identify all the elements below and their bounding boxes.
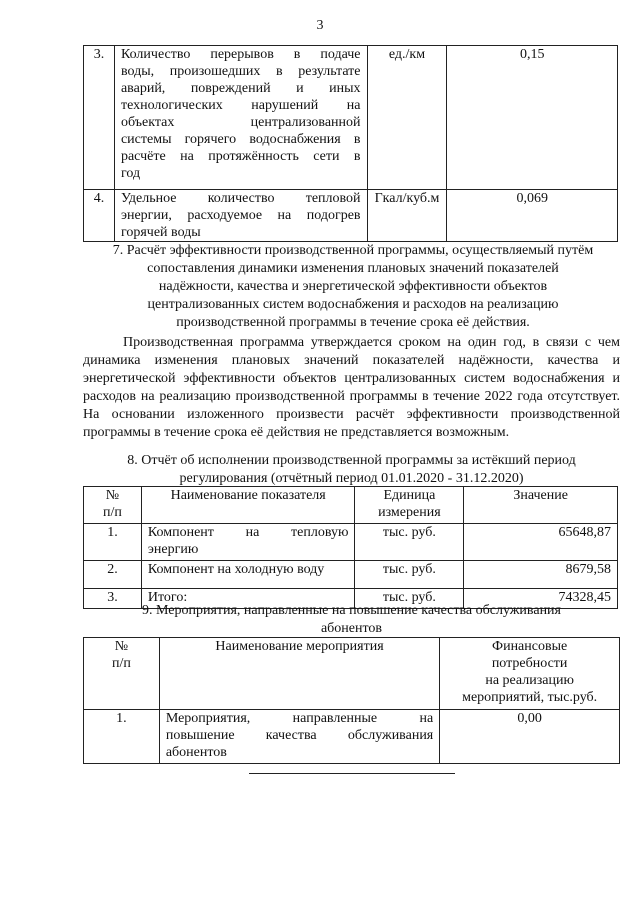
value-cell: 74328,45 bbox=[464, 589, 618, 609]
table-row bbox=[84, 524, 618, 561]
column-header-name: Наименование мероприятия bbox=[159, 638, 439, 710]
value-cell: 0,15 bbox=[447, 46, 618, 190]
row-number: 1. bbox=[84, 524, 142, 561]
section-7-heading bbox=[83, 242, 623, 332]
value-cell: 0,00 bbox=[440, 710, 620, 764]
value-cell: 65648,87 bbox=[464, 524, 618, 561]
text-line: Мероприятия, направленные на bbox=[165, 711, 434, 726]
table-row bbox=[84, 561, 618, 589]
row-number: 2. bbox=[84, 561, 142, 589]
text-line: объектах централизованной bbox=[120, 115, 361, 130]
unit-cell: ед./км bbox=[367, 46, 447, 190]
header-line: потребности bbox=[491, 656, 568, 671]
section-9-heading bbox=[83, 602, 620, 638]
heading-line: 7. Расчёт эффективности производственной программы, осуществляемый путём bbox=[112, 243, 594, 258]
header-line: п/п bbox=[111, 656, 131, 671]
text-line: абонентов bbox=[165, 745, 227, 760]
header-line: мероприятий, тыс.руб. bbox=[462, 690, 598, 705]
text-line: энергии, расходуемое на подогрев bbox=[120, 208, 361, 223]
column-header-number bbox=[84, 487, 142, 524]
text-line: системы горячего водоснабжения в bbox=[120, 132, 361, 147]
header-line: № bbox=[114, 639, 129, 654]
heading-line: абонентов bbox=[320, 621, 383, 636]
header-line: на реализацию bbox=[485, 673, 574, 688]
text-line: энергию bbox=[147, 542, 199, 557]
text-line: Компонент на холодную воду bbox=[147, 562, 325, 577]
section-8-heading bbox=[83, 452, 620, 488]
row-number: 4. bbox=[84, 190, 115, 242]
column-header-value: Значение bbox=[464, 487, 618, 524]
text-line: Количество перерывов в подаче bbox=[120, 47, 361, 62]
indicator-name bbox=[114, 46, 367, 190]
unit-cell: тыс. руб. bbox=[355, 589, 464, 609]
text-line: Удельное количество тепловой bbox=[120, 191, 361, 206]
page-number: 3 bbox=[316, 18, 324, 33]
table-row bbox=[84, 190, 618, 242]
heading-line: надёжности, качества и энергетической эффективности объектов bbox=[158, 279, 548, 294]
heading-line: регулирования (отчётный период 01.01.2020 - 31.12.2020) bbox=[179, 471, 524, 486]
text-line: технологических нарушений на bbox=[120, 98, 361, 113]
column-header-number bbox=[84, 638, 160, 710]
text-line: повышение качества обслуживания bbox=[165, 728, 434, 743]
table-header-row bbox=[84, 638, 620, 710]
table-header-row bbox=[84, 487, 618, 524]
row-number: 3. bbox=[84, 589, 142, 609]
text-line: горячей воды bbox=[120, 225, 201, 240]
heading-line: 8. Отчёт об исполнении производственной программы за истёкший период bbox=[127, 453, 576, 468]
unit-cell: тыс. руб. bbox=[355, 524, 464, 561]
indicator-name bbox=[141, 561, 355, 589]
unit-cell: тыс. руб. bbox=[355, 561, 464, 589]
heading-line: централизованных систем водоснабжения и расходов на реализацию bbox=[147, 297, 559, 312]
header-line: п/п bbox=[103, 505, 122, 520]
text-line: год bbox=[120, 166, 141, 181]
text-line: расчёте на протяжённость сети в bbox=[120, 149, 361, 164]
indicators-table bbox=[83, 45, 618, 242]
value-cell: 8679,58 bbox=[464, 561, 618, 589]
text-line: аварий, повреждений и иных bbox=[120, 81, 361, 96]
column-header-name: Наименование показателя bbox=[141, 487, 355, 524]
measures-table bbox=[83, 637, 620, 764]
header-line: № bbox=[105, 488, 120, 503]
measure-name bbox=[159, 710, 439, 764]
text-line: Итого: bbox=[147, 590, 188, 605]
text-line: воды, произошедших в результате bbox=[120, 64, 361, 79]
column-header-unit bbox=[355, 487, 464, 524]
heading-line: производственной программы в течение срока её действия. bbox=[176, 315, 530, 330]
table-row bbox=[84, 710, 620, 764]
indicator-name bbox=[114, 190, 367, 242]
heading-line: сопоставления динамики изменения плановых значений показателей bbox=[147, 261, 559, 276]
row-number: 1. bbox=[84, 710, 160, 764]
header-line: Единица bbox=[383, 488, 436, 503]
unit-cell: Гкал/куб.м bbox=[367, 190, 447, 242]
header-line: Финансовые bbox=[492, 639, 568, 654]
closing-rule bbox=[249, 773, 455, 774]
report-table bbox=[83, 486, 618, 609]
header-line: измерения bbox=[378, 505, 441, 520]
row-number: 3. bbox=[84, 46, 115, 190]
table-row bbox=[84, 46, 618, 190]
indicator-name bbox=[141, 524, 355, 561]
heading-line: 9. Мероприятия, направленные на повышение качества обслуживания bbox=[141, 603, 561, 618]
section-7-paragraph: Производственная программа утверждается сроком на один год, в связи с чем динамика изменения плановых значений показателей надёжности, качества и энергетической эффективности объектов централизованных систем водоснабжения и расходов на реализацию производственной программы в течение 2022 года отсутствует. На основании изложенного произвести расчёт эффективности производственной программы в течение срока её действия не представляется возможным. bbox=[83, 335, 620, 440]
value-cell: 0,069 bbox=[447, 190, 618, 242]
column-header-finance bbox=[440, 638, 620, 710]
text-line: Компонент на тепловую bbox=[147, 525, 349, 540]
